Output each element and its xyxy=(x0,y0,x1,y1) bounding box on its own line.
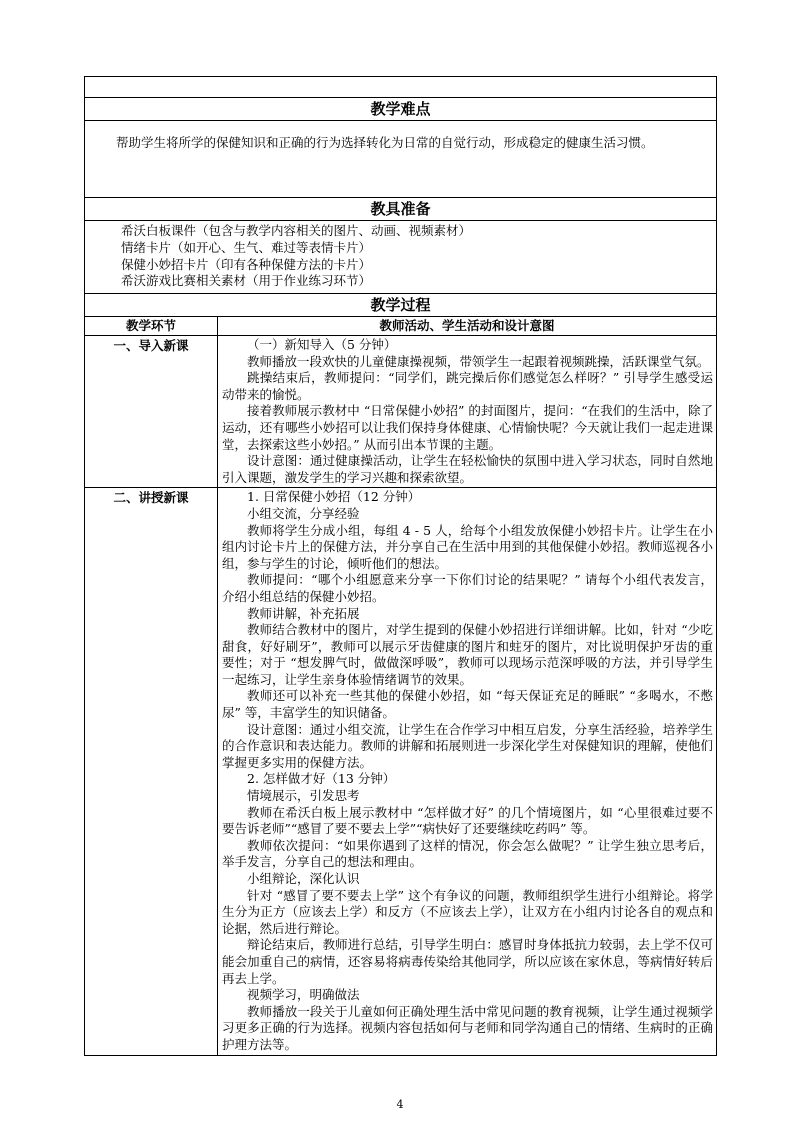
section-row-new-lesson xyxy=(85,488,717,1055)
paragraph: 1. 日常保健小妙招（12 分钟） xyxy=(247,489,421,505)
column-header-stage: 教学环节 xyxy=(85,317,218,336)
materials-heading: 教具准备 xyxy=(85,198,717,221)
difficulty-content-row xyxy=(85,121,717,198)
section-name-intro: 一、导入新课 xyxy=(85,336,218,488)
difficulty-heading-row xyxy=(85,98,717,121)
paragraph: 情境展示，引发思考 xyxy=(247,788,360,804)
paragraph: 教师播放一段欢快的儿童健康操视频，带领学生一起跟着视频跳操，活跃课堂气氛。 xyxy=(247,353,710,369)
page-number: 4 xyxy=(396,1098,404,1111)
paragraph: 针对 “感冒了要不要去上学” 这个有争议的问题，教师组织学生进行小组辩论。将学生分为正方（应该去上学）和反方（不应该去上学），让双方在小组内讨论各自的观点和论据，然后进行辩论。 xyxy=(222,887,713,936)
paragraph: 接着教师展示教材中 “日常保健小妙招” 的封面图片，提问：“在我们的生活中，除了运动，还有哪些小妙招可以让我们保持身体健康、心情愉快呢？今天就让我们一起走进课堂，去探索这些小妙招。” 从而引出本节课的主题。 xyxy=(222,403,713,452)
section-content-new-lesson xyxy=(218,488,717,1055)
section-name-new-lesson: 二、讲授新课 xyxy=(85,488,218,1055)
paragraph: 设计意图：通过小组交流，让学生在合作学习中相互启发，分享生活经验，培养学生的合作意识和表达能力。教师的讲解和拓展则进一步深化学生对保健知识的理解，使他们掌握更多实用的保健方法。 xyxy=(222,721,713,770)
paragraph: 教师讲解，补充拓展 xyxy=(247,605,360,621)
material-item: 情绪卡片（如开心、生气、难过等表情卡片） xyxy=(121,239,372,255)
paragraph: 设计意图：通过健康操活动，让学生在轻松愉快的氛围中进入学习状态，同时自然地引入课题，激发学生的学习兴趣和探索欲望。 xyxy=(222,453,713,485)
material-item: 希沃白板课件（包含与教学内容相关的图片、动画、视频素材） xyxy=(121,223,472,238)
paragraph: 跳操结束后，教师提问：“同学们，跳完操后你们感觉怎么样呀？” 引导学生感受运动带来的愉悦。 xyxy=(222,370,713,402)
paragraph: 辩论结束后，教师进行总结，引导学生明白：感冒时身体抵抗力较弱，去上学不仅可能会加重自己的病情，还容易将病毒传染给其他同学，所以应该在家休息，等病情好转后再去上学。 xyxy=(222,937,713,986)
process-column-header-row xyxy=(85,317,717,336)
process-heading-row xyxy=(85,294,717,317)
column-header-activities: 教师活动、学生活动和设计意图 xyxy=(218,317,717,336)
material-item: 保健小妙招卡片（印有各种保健方法的卡片） xyxy=(121,256,372,272)
difficulty-heading: 教学难点 xyxy=(85,98,717,121)
paragraph: 视频学习，明确做法 xyxy=(247,987,360,1003)
paragraph: 小组辩论，深化认识 xyxy=(247,871,360,886)
paragraph: 教师提问：“哪个小组愿意来分享一下你们讨论的结果呢？” 请每个小组代表发言，介绍小组总结的保健小妙招。 xyxy=(222,572,713,604)
material-item: 希沃游戏比赛相关素材（用于作业练习环节） xyxy=(121,273,372,289)
paragraph: 小组交流，分享经验 xyxy=(247,505,360,521)
materials-heading-row xyxy=(85,198,717,221)
difficulty-text: 帮助学生将所学的保健知识和正确的行为选择转化为日常的自觉行动，形成稳定的健康生活习惯。 xyxy=(116,135,654,150)
paragraph: 2. 怎样做才好（13 分钟） xyxy=(247,771,396,787)
process-heading: 教学过程 xyxy=(85,294,717,317)
paragraph: 教师将学生分成小组，每组 4 - 5 人，给每个小组发放保健小妙招卡片。让学生在小组内讨论卡片上的保健方法，并分享自己在生活中用到的其他保健小妙招。教师巡视各小组，参与学生的讨论，倾听他们的想法。 xyxy=(222,522,713,571)
paragraph: 教师结合教材中的图片，对学生提到的保健小妙招进行详细讲解。比如，针对 “少吃甜食，好好刷牙”，教师可以展示牙齿健康的图片和蛀牙的图片，对比说明保护牙齿的重要性；对于 “想发脾气时，做做深呼吸”，教师可以现场示范深呼吸的方法，并引导学生一起练习，让学生亲身体验情绪调节的效果。 xyxy=(222,622,713,687)
paragraph: 教师播放一段关于儿童如何正确处理生活中常见问题的教育视频，让学生通过视频学习更多正确的行为选择。视频内容包括如何与老师和同学沟通自己的情绪、生病时的正确护理方法等。 xyxy=(222,1003,713,1052)
paragraph: （一）新知导入（5 分钟） xyxy=(247,337,397,352)
lesson-plan-table xyxy=(84,76,716,1056)
top-spacer-row xyxy=(85,77,717,98)
section-row-intro xyxy=(85,336,717,488)
materials-content-row xyxy=(85,221,717,294)
section-content-intro xyxy=(218,336,717,488)
paragraph: 教师在希沃白板上展示教材中 “怎样做才好” 的几个情境图片，如 “心里很难过要不要告诉老师”“感冒了要不要去上学”“病快好了还要继续吃药吗” 等。 xyxy=(222,804,713,837)
paragraph: 教师还可以补充一些其他的保健小妙招，如 “每天保证充足的睡眠” “多喝水，不憋尿” 等，丰富学生的知识储备。 xyxy=(222,688,713,721)
paragraph: 教师依次提问：“如果你遇到了这样的情况，你会怎么做呢？” 让学生独立思考后，举手发言，分享自己的想法和理由。 xyxy=(222,837,713,870)
